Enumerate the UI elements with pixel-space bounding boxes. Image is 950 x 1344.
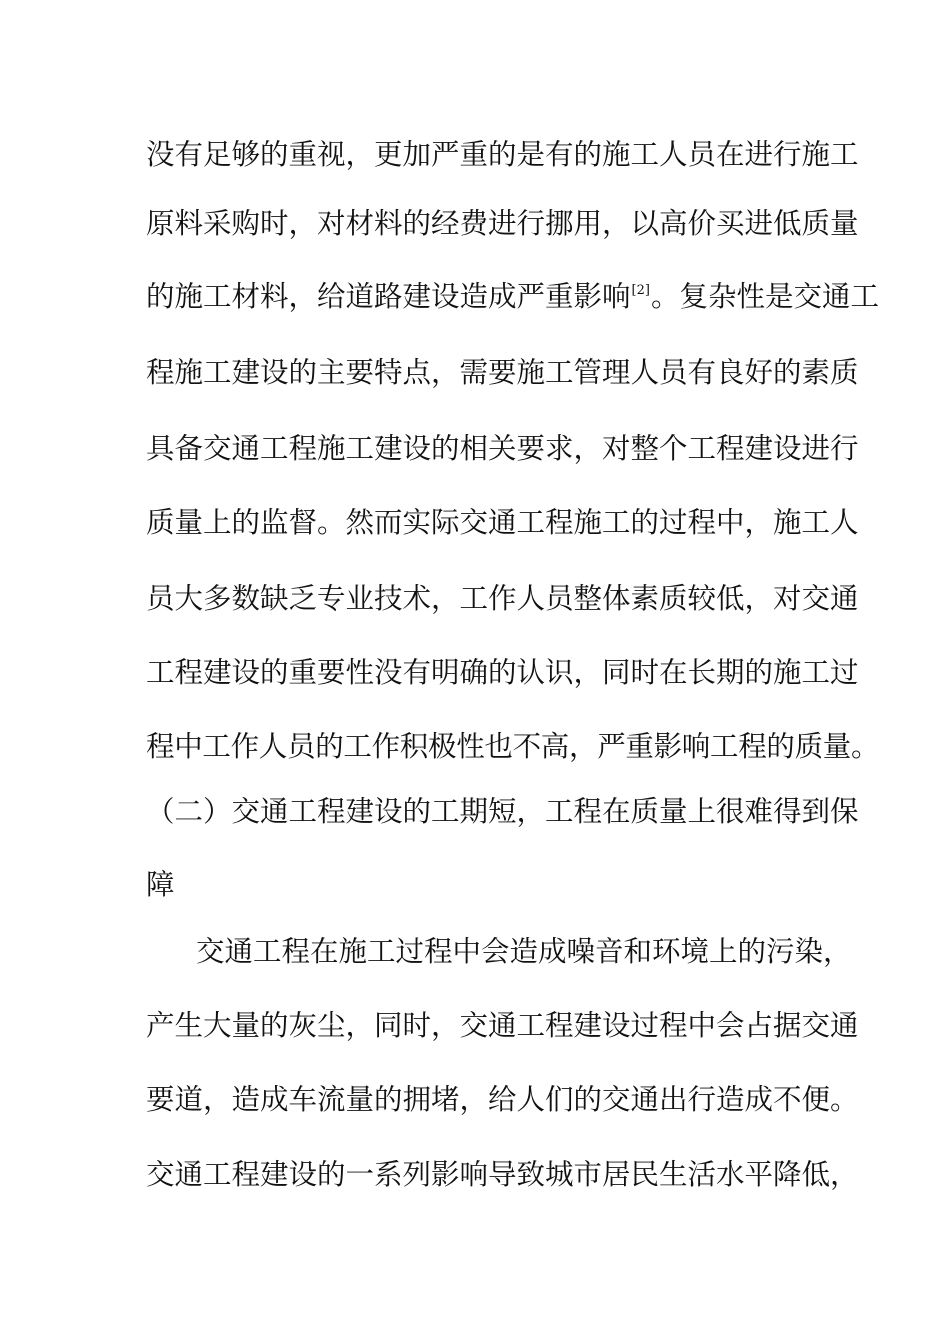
body-text-line: 产生大量的灰尘，同时，交通工程建设过程中会占据交通 (146, 1009, 859, 1042)
body-text-segment: 。复杂性是交通工 (650, 280, 879, 313)
body-text-line: 原料采购时，对材料的经费进行挪用，以高价买进低质量 (146, 207, 859, 240)
section-heading: （二）交通工程建设的工期短，工程在质量上很难得到保 (146, 795, 859, 828)
body-text-segment: 的施工材料，给道路建设造成严重影响 (146, 280, 631, 313)
body-text-line: 员大多数缺乏专业技术，工作人员整体素质较低，对交通 (146, 582, 859, 615)
body-text-line: 交通工程建设的一系列影响导致城市居民生活水平降低， (146, 1158, 859, 1191)
paragraph-first-line: 交通工程在施工过程中会造成噪音和环境上的污染， (196, 935, 852, 968)
section-heading-continuation: 障 (146, 868, 175, 901)
body-text-line: 质量上的监督。然而实际交通工程施工的过程中，施工人 (146, 506, 859, 539)
body-text-line: 程中工作人员的工作积极性也不高，严重影响工程的质量。 (146, 730, 880, 763)
body-text-line: 具备交通工程施工建设的相关要求，对整个工程建设进行 (146, 432, 859, 465)
citation-superscript: [2] (631, 283, 650, 298)
body-text-line: 要道，造成车流量的拥堵，给人们的交通出行造成不便。 (146, 1083, 859, 1116)
body-text-line: 程施工建设的主要特点，需要施工管理人员有良好的素质 (146, 356, 859, 389)
body-text-line: 工程建设的重要性没有明确的认识，同时在长期的施工过 (146, 656, 859, 689)
body-text-line (146, 279, 879, 321)
body-text-line: 没有足够的重视，更加严重的是有的施工人员在进行施工 (146, 138, 859, 171)
